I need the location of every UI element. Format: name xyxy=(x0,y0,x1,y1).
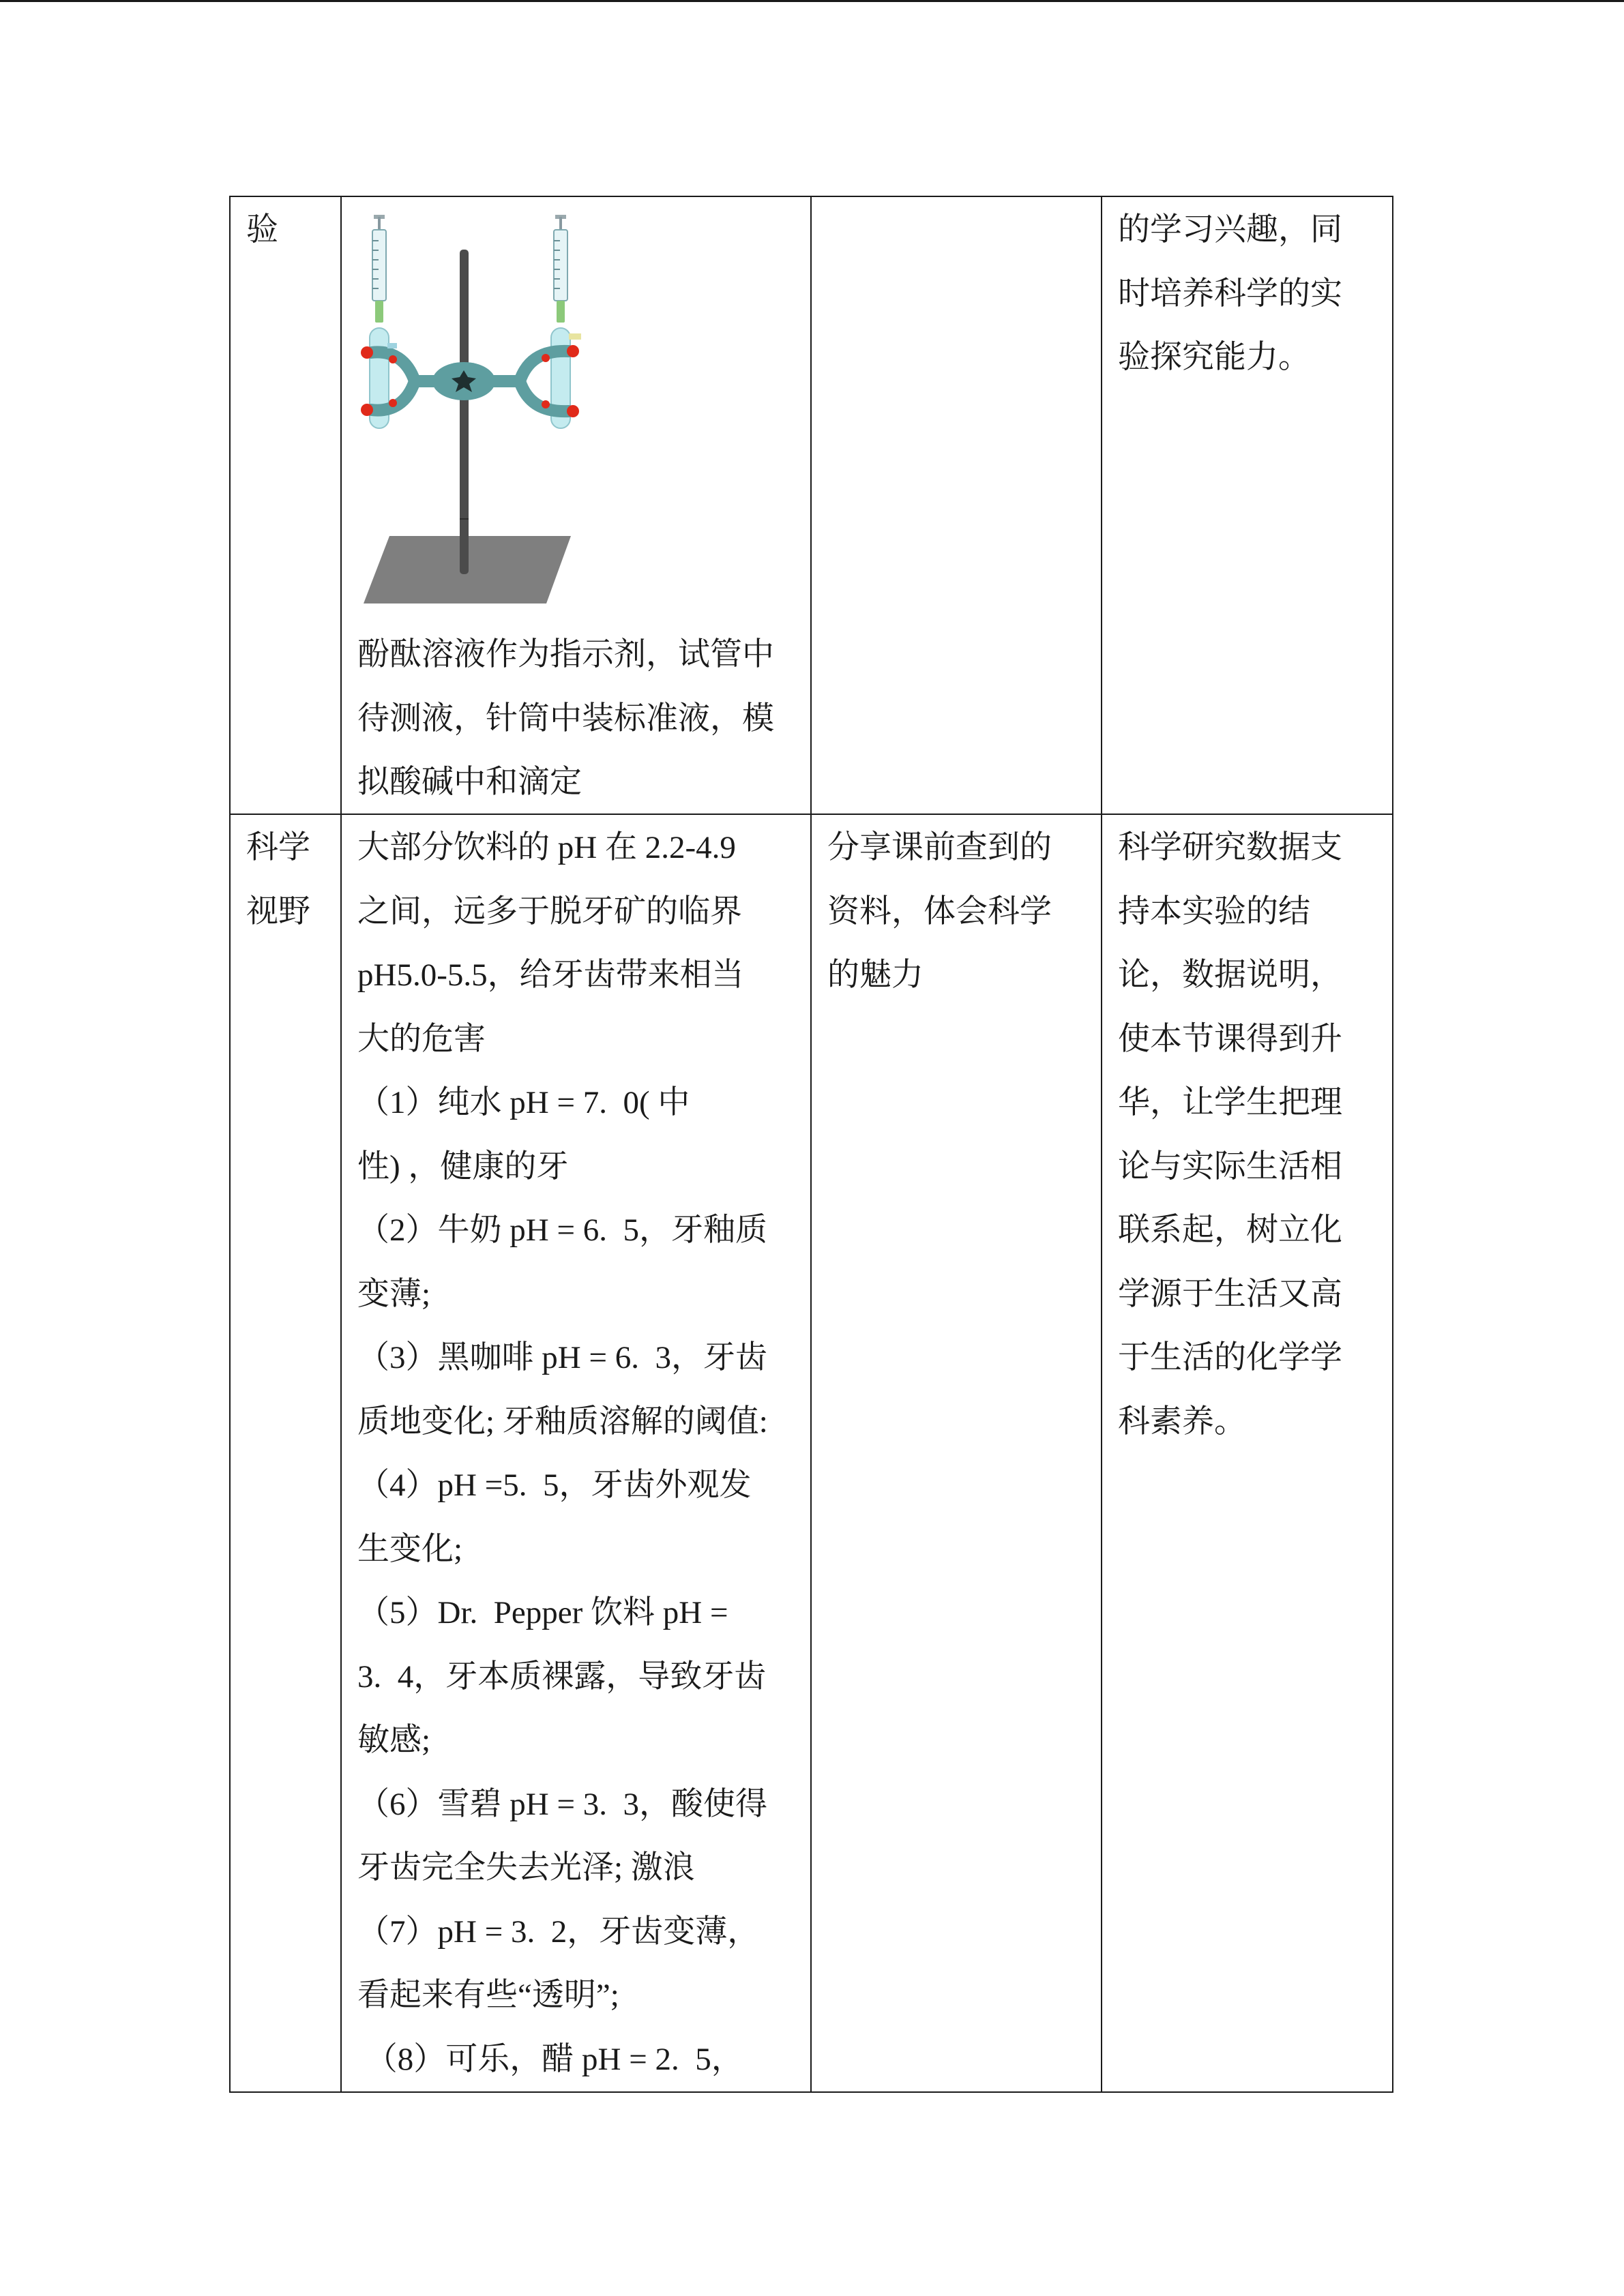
row1-content-cell xyxy=(342,197,812,815)
intent-line: 验探究能力。 xyxy=(1118,340,1310,375)
titration-apparatus-figure xyxy=(357,198,589,623)
intent-line: 学源于生活又高 xyxy=(1118,1276,1342,1312)
knob xyxy=(567,405,579,417)
row2-activity-cell xyxy=(812,815,1102,2093)
content-line: 大部分饮料的 pH 在 2.2-4.9 xyxy=(357,830,736,865)
content-line: （5）Dr. Pepper 饮料 pH = xyxy=(357,1595,728,1630)
activity-line: 分享课前查到的 xyxy=(827,830,1052,865)
stand-rod xyxy=(460,250,469,574)
figure-caption xyxy=(357,623,810,815)
knob xyxy=(361,404,373,416)
content-line: 之间，远多于脱牙矿的临界 xyxy=(357,893,742,929)
intent-line: 论与实际生活相 xyxy=(1118,1148,1342,1184)
activity-line: 的魅力 xyxy=(827,957,924,993)
intent-line: 于生活的化学学 xyxy=(1118,1340,1342,1375)
intent-line: 时培养科学的实 xyxy=(1118,275,1342,312)
content-line: 性) ，健康的牙 xyxy=(357,1148,569,1184)
right-syringe-tip xyxy=(557,301,565,323)
content-line: pH5.0-5.5，给牙齿带来相当 xyxy=(357,957,744,993)
left-syringe-tip xyxy=(375,301,383,323)
caption-line: 酚酞溶液作为指示剂，试管中 xyxy=(357,637,774,672)
intent-line: 华，让学生把理 xyxy=(1118,1085,1342,1120)
row-label-line: 科学 xyxy=(246,830,310,865)
content-line: 看起来有些“透明”; xyxy=(357,1978,619,2013)
content-line: 3. 4，牙本质裸露，导致牙齿 xyxy=(357,1658,767,1695)
intent-line: 使本节课得到升 xyxy=(1118,1021,1342,1057)
content-line: （3）黑咖啡 pH = 6. 3，牙齿 xyxy=(357,1340,767,1375)
content-line: 敏感; xyxy=(357,1723,431,1758)
knob xyxy=(567,345,579,357)
caption-line: 待测液，针筒中装标准液，模 xyxy=(357,700,774,736)
knob xyxy=(542,400,550,408)
left-clamp-tab xyxy=(387,343,397,348)
page-top-rule xyxy=(0,0,1624,2)
content-line: （8）可乐，醋 pH = 2. 5， xyxy=(357,2041,743,2077)
row-label-line: 验 xyxy=(246,212,278,248)
content-line: （7）pH = 3. 2，牙齿变薄， xyxy=(357,1913,760,1950)
right-syringe xyxy=(554,215,567,323)
content-line: 变薄; xyxy=(357,1276,431,1312)
knob xyxy=(389,355,397,363)
content-line: 生变化; xyxy=(357,1531,463,1567)
row2-label-cell xyxy=(231,815,342,2093)
content-line: 牙齿完全失去光泽; 激浪 xyxy=(357,1850,695,1885)
caption-line: 拟酸碱中和滴定 xyxy=(357,764,582,800)
content-line: 大的危害 xyxy=(357,1021,486,1057)
row1-label-cell xyxy=(231,197,342,815)
knob xyxy=(542,354,550,362)
left-syringe xyxy=(372,215,386,323)
content-line: （1）纯水 pH = 7. 0( 中 xyxy=(357,1085,690,1120)
row2-intent-cell xyxy=(1102,815,1393,2093)
intent-line: 科学研究数据支 xyxy=(1118,830,1342,865)
row-label-line: 视野 xyxy=(246,893,310,929)
right-clamp-tab xyxy=(569,333,581,340)
content-line: （2）牛奶 pH = 6. 5，牙釉质 xyxy=(357,1212,767,1248)
intent-line: 论，数据说明， xyxy=(1118,957,1342,993)
row2-content-cell xyxy=(342,815,812,2093)
content-line: （4）pH =5. 5，牙齿外观发 xyxy=(357,1467,752,1503)
intent-line: 的学习兴趣，同 xyxy=(1118,212,1342,248)
lesson-table xyxy=(229,196,1393,2093)
row1-intent-cell xyxy=(1102,197,1393,815)
intent-line: 科素养。 xyxy=(1118,1403,1246,1440)
content-line: （6）雪碧 pH = 3. 3，酸使得 xyxy=(357,1786,767,1822)
activity-line: 资料，体会科学 xyxy=(827,893,1052,929)
row1-activity-cell xyxy=(812,197,1102,815)
knob xyxy=(361,346,373,359)
content-line: 质地变化; 牙釉质溶解的阈值: xyxy=(357,1403,768,1440)
intent-line: 持本实验的结 xyxy=(1118,893,1310,929)
knob xyxy=(389,399,397,407)
intent-line: 联系起，树立化 xyxy=(1118,1212,1342,1248)
